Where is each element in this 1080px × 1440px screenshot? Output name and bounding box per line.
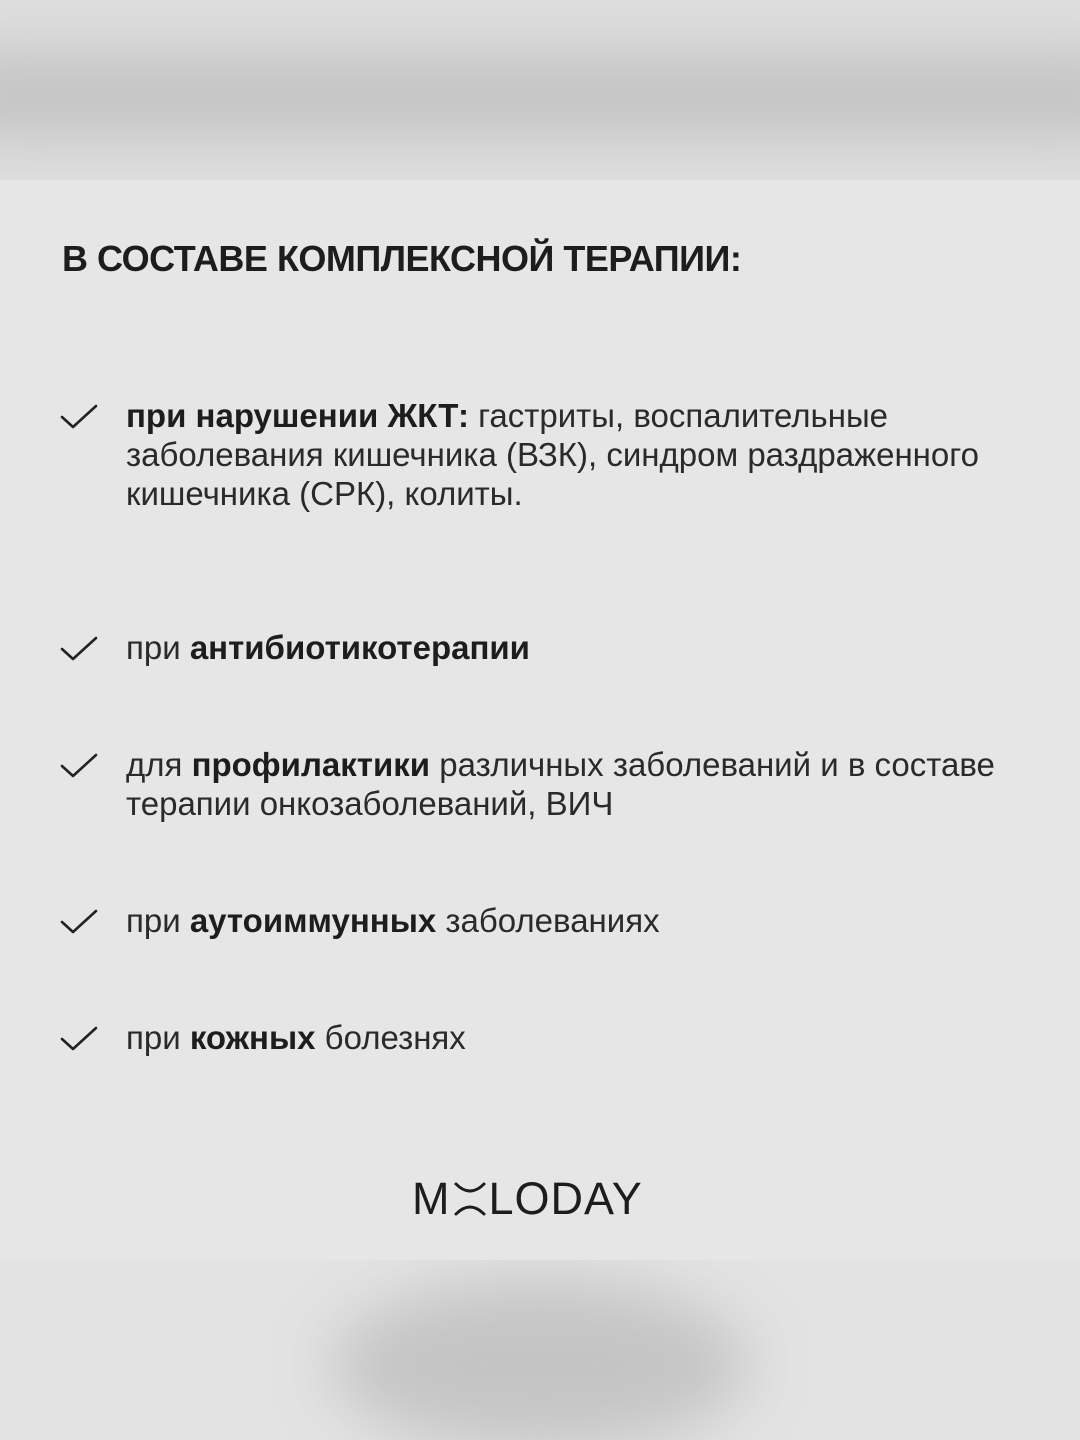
list-item-rest: гастриты, воспалительные заболевания кишечника (ВЗК), синдром раздраженного кишечника (СРК), колиты. <box>126 397 979 512</box>
check-icon <box>60 404 98 430</box>
list-item-pre: при <box>126 629 190 666</box>
check-icon <box>60 1026 98 1052</box>
bottom-blur-band <box>0 1260 1080 1440</box>
check-icon <box>60 909 98 935</box>
list-item-bold: аутоиммунных <box>189 902 437 939</box>
list-item-text <box>126 1018 1006 1057</box>
list-item-rest: заболеваниях <box>436 902 660 939</box>
list-item-text <box>126 396 1006 513</box>
list-item-bold: профилактики <box>191 746 431 783</box>
page-title: В СОСТАВЕ КОМПЛЕКСНОЙ ТЕРАПИИ: <box>62 238 742 279</box>
logo-text-end: LODAY <box>488 1173 643 1224</box>
logo-text-start: M <box>412 1173 451 1224</box>
list-item-text <box>126 901 1006 940</box>
bottom-blur <box>330 1280 750 1440</box>
check-icon <box>60 636 98 662</box>
top-blur <box>0 55 1080 135</box>
list-item-rest: различных заболеваний и в составе терапии онкозаболеваний, ВИЧ <box>126 746 995 822</box>
brand-logo <box>412 1174 643 1224</box>
list-item-pre: при <box>126 902 190 939</box>
list-item-text <box>126 745 1006 823</box>
list-item-bold: при нарушении ЖКТ: <box>126 397 469 434</box>
list-item-pre: для <box>126 746 192 783</box>
list-item-rest: болезнях <box>315 1019 466 1056</box>
list-item-text <box>126 628 1006 667</box>
list-item-pre: при <box>126 1019 190 1056</box>
top-blur-band <box>0 0 1080 180</box>
check-icon <box>60 753 98 779</box>
list-item-bold: кожных <box>189 1019 316 1056</box>
list-item-bold: антибиотикотерапии <box>189 629 530 666</box>
logo-glyph-icon <box>452 1178 488 1220</box>
